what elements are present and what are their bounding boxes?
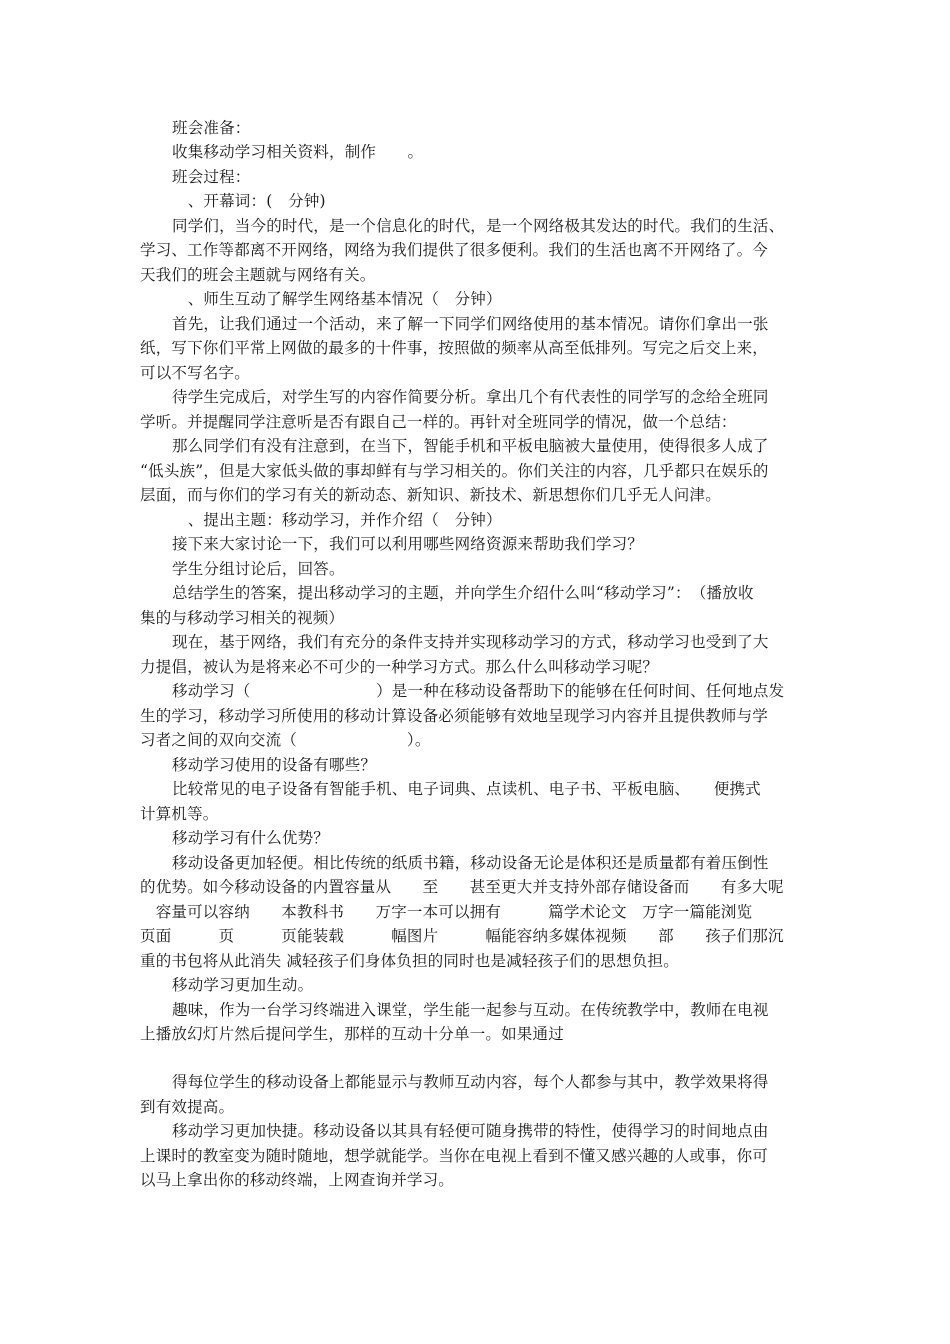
paragraph-line: 以马上拿出你的移动终端，上网查询并学习。: [140, 1171, 455, 1189]
paragraph-line: 可以不写名字。: [140, 364, 250, 382]
section-heading: 、开幕词：( 分钟): [172, 192, 326, 210]
paragraph-line: 首先，让我们通过一个活动，来了解一下同学们网络使用的基本情况。请你们拿出一张: [172, 315, 769, 333]
paragraph-line: 集的与移动学习相关的视频）: [140, 609, 345, 627]
paragraph-line: 总结学生的答案，提出移动学习的主题，并向学生介绍什么叫“移动学习”： （播放收: [172, 584, 754, 602]
paragraph-line: 层面，而与你们的学习有关的新动态、新知识、新技术、新思想你们几乎无人问津。: [140, 486, 721, 504]
paragraph-line: 移动学习更加生动。: [172, 976, 314, 994]
paragraph-line: 移动学习更加快捷。移动设备以其具有轻便可随身携带的特性，使得学习的时间地点由: [172, 1122, 769, 1140]
section-heading: 班会过程：: [172, 168, 251, 186]
paragraph-line: 到有效提高。: [140, 1098, 235, 1116]
paragraph-line: 习者之间的双向交流（ ）。: [140, 731, 431, 749]
paragraph-line: 容量可以容纳 本教科书 万字一本可以拥有 篇学术论文 万字一篇能浏览: [140, 903, 753, 921]
paragraph-line: 移动设备更加轻便。相比传统的纸质书籍，移动设备无论是体积还是质量都有着压倒性: [172, 854, 769, 872]
paragraph-line: 力提倡，被认为是将来必不可少的一种学习方式。那么什么叫移动学习呢？: [140, 658, 659, 676]
paragraph-line: 现在，基于网络，我们有充分的条件支持并实现移动学习的方式，移动学习也受到了大: [172, 633, 769, 651]
paragraph-line: 得每位学生的移动设备上都能显示与教师互动内容，每个人都参与其中，教学效果将得: [172, 1073, 769, 1091]
paragraph-line: 趣味，作为一台学习终端进入课堂，学生能一起参与互动。在传统教学中，教师在电视: [172, 1001, 769, 1019]
section-heading: 班会准备：: [172, 119, 251, 137]
paragraph-line: 上课时的教室变为随时随地，想学就能学。当你在电视上看到不懂又感兴趣的人或事，你可: [140, 1147, 769, 1165]
section-heading: 、师生互动了解学生网络基本情况（ 分钟）: [172, 290, 502, 308]
paragraph-line: 移动学习（ ）是一种在移动设备帮助下的能够在任何时间、任何地点发: [172, 682, 785, 700]
paragraph-line: 生的学习，移动学习所使用的移动计算设备必须能够有效地呈现学习内容并且提供教师与学: [140, 707, 769, 725]
paragraph-line: 天我们的班会主题就与网络有关。: [140, 266, 376, 284]
paragraph-line: “低头族”，但是大家低头做的事却鲜有与学习相关的。你们关注的内容，几乎都只在娱乐的: [140, 462, 769, 480]
paragraph-line: 计算机等。: [140, 805, 219, 823]
paragraph-line: 同学们，当今的时代，是一个信息化的时代，是一个网络极其发达的时代。我们的生活、: [172, 217, 785, 235]
paragraph-line: 那么同学们有没有注意到，在当下，智能手机和平板电脑被大量使用，使得很多人成了: [172, 437, 769, 455]
section-heading: 、提出主题：移动学习，并作介绍（ 分钟）: [172, 511, 502, 529]
paragraph-line: 的优势。如今移动设备的内置容量从 至 甚至更大并支持外部存储设备而 有多大呢: [140, 878, 784, 896]
paragraph-line: 上播放幻灯片然后提问学生，那样的互动十分单一。如果通过: [140, 1025, 564, 1043]
paragraph-line: 待学生完成后，对学生写的内容作简要分析。拿出几个有代表性的同学写的念给全班同: [172, 388, 769, 406]
paragraph-line: 比较常见的电子设备有智能手机、电子词典、点读机、电子书、平板电脑、 便携式: [172, 780, 761, 798]
paragraph-line: 页面 页 页能装载 幅图片 幅能容纳多媒体视频 部 孩子们那沉: [140, 927, 784, 945]
paragraph-line: 学听。并提醒同学注意听是否有跟自己一样的。再针对全班同学的情况，做一个总结：: [140, 413, 737, 431]
paragraph-line: 重的书包将从此消失 减轻孩子们身体负担的同时也是减轻孩子们的思想负担。: [140, 952, 679, 970]
paragraph-line: 接下来大家讨论一下，我们可以利用哪些网络资源来帮助我们学习？: [172, 535, 644, 553]
paragraph-line: 学生分组讨论后，回答。: [172, 560, 345, 578]
paragraph-line: 移动学习有什么优势？: [172, 829, 330, 847]
paragraph-line: 学习、工作等都离不开网络，网络为我们提供了很多便利。我们的生活也离不开网络了。今: [140, 241, 769, 259]
paragraph-line: 移动学习使用的设备有哪些？: [172, 756, 377, 774]
paragraph-line: 纸，写下你们平常上网做的最多的十件事，按照做的频率从高至低排列。写完之后交上来，: [140, 339, 769, 357]
paragraph-line: 收集移动学习相关资料，制作 。: [172, 143, 424, 161]
